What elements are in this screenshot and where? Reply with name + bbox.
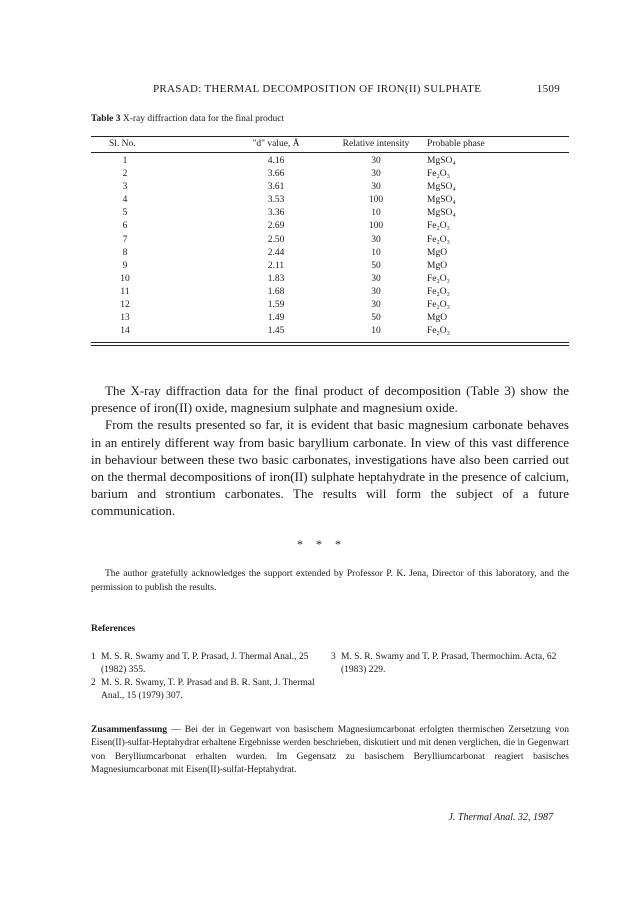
table-row — [91, 312, 569, 325]
table-row — [91, 220, 569, 233]
cell-probable-phase: MgO — [427, 260, 448, 271]
cell-probable-phase: Fe₂O₃ — [427, 273, 450, 284]
table-row — [91, 155, 569, 168]
reference-text: M. S. R. Swamy and T. P. Prasad, J. Thermal Anal., 25 (1982) 355. — [101, 652, 309, 676]
cell-relative-intensity: 10 — [371, 247, 381, 258]
cell-d-value: 3.61 — [267, 182, 285, 193]
cell-d-value: 2.50 — [267, 234, 285, 245]
table-caption-text: X-ray diffraction data for the final product — [122, 114, 285, 124]
cell-d-value: 1.49 — [267, 313, 285, 324]
table-caption-label: Table 3 — [91, 114, 121, 124]
reference-number: 1 — [91, 652, 96, 662]
cell-probable-phase: MgSO₄ — [427, 208, 456, 219]
cell-probable-phase: MgSO₄ — [427, 195, 456, 206]
cell-relative-intensity: 30 — [371, 273, 381, 284]
reference-number: 2 — [91, 678, 96, 688]
cell-relative-intensity: 30 — [371, 169, 381, 180]
cell-d-value: 4.16 — [267, 156, 285, 166]
reference-item — [331, 651, 557, 677]
header-relative-intensity: Relative intensity — [342, 139, 410, 149]
cell-d-value: 3.66 — [267, 169, 285, 180]
cell-probable-phase: MgO — [427, 247, 448, 258]
reference-item — [91, 677, 317, 703]
body-paragraph-1: The X-ray diffraction data for the final product of decomposition (Table 3) show the presence of iron(II) oxide, magnesium sulphate and magnesium oxide. — [91, 383, 569, 416]
running-head-title: PRASAD: THERMAL DECOMPOSITION OF IRON(II) SULPHATE — [153, 83, 482, 95]
cell-sl-no: 4 — [122, 195, 128, 206]
section-separator: * * * — [297, 537, 346, 551]
cell-probable-phase: MgSO₄ — [427, 182, 456, 193]
cell-probable-phase: Fe₂O₃ — [427, 234, 450, 245]
cell-relative-intensity: 30 — [371, 156, 381, 166]
table-row — [91, 194, 569, 207]
cell-sl-no: 11 — [120, 286, 130, 297]
cell-sl-no: 14 — [120, 326, 130, 337]
cell-d-value: 1.59 — [267, 300, 285, 311]
table-row — [91, 260, 569, 273]
body-text — [91, 382, 569, 520]
cell-probable-phase: Fe₂O₃ — [427, 286, 450, 297]
header-sl-no: Sl. No. — [109, 139, 136, 149]
cell-relative-intensity: 10 — [371, 208, 381, 219]
cell-probable-phase: Fe₂O₃ — [427, 169, 450, 180]
cell-relative-intensity: 50 — [371, 260, 381, 271]
cell-d-value: 1.68 — [267, 286, 285, 297]
table-row — [91, 273, 569, 286]
cell-sl-no: 9 — [122, 260, 128, 271]
bottom-rule — [91, 345, 569, 346]
cell-sl-no: 2 — [122, 169, 128, 180]
cell-d-value: 1.83 — [267, 273, 285, 284]
cell-sl-no: 1 — [122, 156, 128, 166]
cell-probable-phase: Fe₂O₃ — [427, 326, 450, 337]
cell-relative-intensity: 30 — [371, 182, 381, 193]
page-number: 1509 — [536, 83, 560, 95]
table-row — [91, 207, 569, 220]
table-row — [91, 181, 569, 194]
cell-d-value: 2.11 — [267, 260, 285, 271]
reference-text: M. S. R. Swamy, T. P. Prasad and B. R. Sant, J. Thermal Anal., 15 (1979) 307. — [101, 678, 315, 702]
cell-d-value: 2.44 — [267, 247, 285, 258]
cell-d-value: 3.36 — [267, 208, 285, 219]
cell-d-value: 1.45 — [267, 326, 285, 337]
reference-text: M. S. R. Swamy and T. P. Prasad, Thermochim. Acta, 62 (1983) 229. — [341, 652, 557, 676]
table-body — [91, 153, 569, 342]
cell-sl-no: 5 — [122, 208, 128, 219]
cell-d-value: 3.53 — [267, 195, 285, 206]
cell-sl-no: 7 — [122, 234, 128, 245]
cell-d-value: 2.69 — [267, 221, 285, 232]
table-caption — [91, 114, 284, 124]
header-d-value: "d" value, Å — [252, 139, 300, 149]
zusammenfassung — [91, 724, 569, 777]
table-row — [91, 325, 569, 338]
cell-relative-intensity: 100 — [368, 221, 384, 232]
table-row — [91, 168, 569, 181]
cell-relative-intensity: 10 — [371, 326, 381, 337]
table-row — [91, 299, 569, 312]
table-header-row — [91, 137, 569, 153]
cell-probable-phase: MgSO₄ — [427, 156, 456, 166]
cell-relative-intensity: 30 — [371, 300, 381, 311]
xrd-table — [91, 136, 569, 343]
table-row — [91, 247, 569, 260]
journal-footer: J. Thermal Anal. 32, 1987 — [448, 812, 553, 823]
cell-relative-intensity: 30 — [371, 286, 381, 297]
cell-probable-phase: Fe₂O₃ — [427, 221, 450, 232]
cell-sl-no: 8 — [122, 247, 128, 258]
reference-item — [91, 651, 317, 677]
cell-relative-intensity: 100 — [368, 195, 384, 206]
body-paragraph-2: From the results presented so far, it is evident that basic magnesium carbonate behaves in an entirely different way from basic baryllium carbonate. In view of this vast difference in behaviour between these two basic carbonates, investigations have also been carried out on the thermal decompositions of iron(II) sulphate heptahydrate in the presence of calcium, barium and strontium carbonates. The results will form the subject of a future communication. — [91, 417, 569, 519]
zusammenfassung-text: — Bei der in Gegenwart von basischem Magnesiumcarbonat erfolgten thermischen Zersetzung von Eisen(II)-sulfat-Heptahydrat erhaltene Ergebnisse werden beschrieben, diskutiert und mit denen verglichen, die in Gegenwart von Berylliumcarbonat erhalten wurden. Im Gegensatz zu basischem Berylliumcarbonat reagiert basisches Magnesiumcarbonat mit Eisen(II)-sulfat-Heptahydrat. — [91, 725, 569, 775]
references-heading: References — [91, 624, 136, 634]
zusammenfassung-label: Zusammenfassung — [91, 725, 168, 735]
header-probable-phase: Probable phase — [427, 139, 485, 149]
cell-sl-no: 3 — [122, 182, 128, 193]
cell-relative-intensity: 30 — [371, 234, 381, 245]
cell-sl-no: 6 — [122, 221, 128, 232]
reference-number: 3 — [331, 652, 336, 662]
cell-sl-no: 12 — [120, 300, 130, 311]
cell-relative-intensity: 50 — [371, 313, 381, 324]
acknowledgement: The author gratefully acknowledges the support extended by Professor P. K. Jena, Director of this laboratory, and the permission to publish the results. — [91, 569, 569, 593]
cell-sl-no: 10 — [120, 273, 130, 284]
cell-probable-phase: MgO — [427, 313, 448, 324]
table-row — [91, 234, 569, 247]
cell-probable-phase: Fe₂O₃ — [427, 300, 450, 311]
cell-sl-no: 13 — [120, 313, 130, 324]
table-row — [91, 286, 569, 299]
